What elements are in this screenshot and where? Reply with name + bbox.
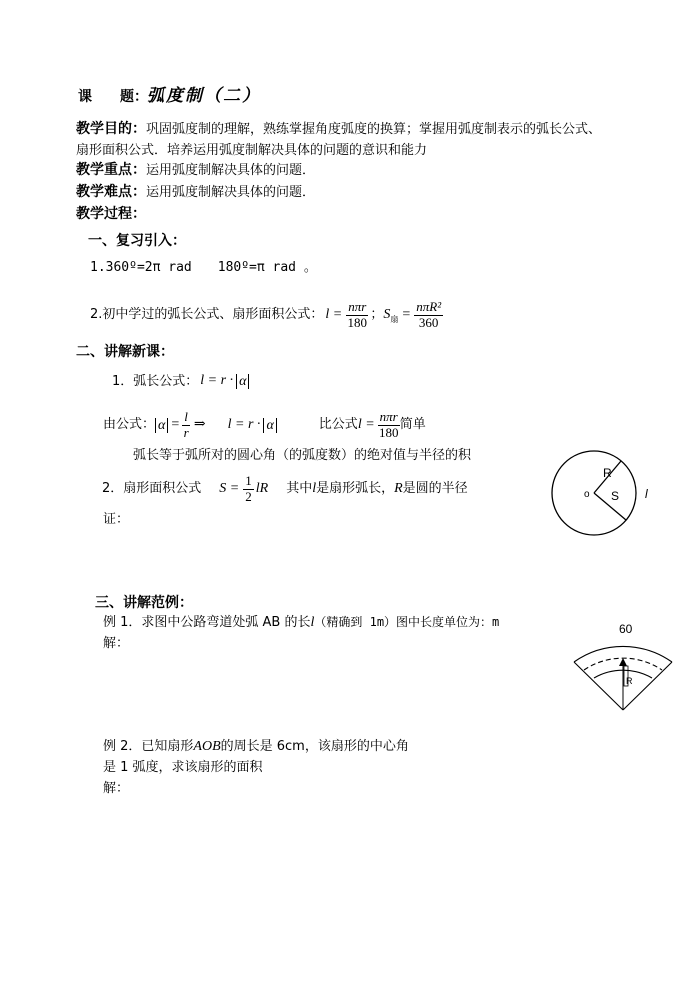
abs-alpha-2: α <box>155 418 168 433</box>
eq-sign: = <box>171 416 180 432</box>
where3: 是圆的半径 <box>402 481 468 497</box>
road-angle-label: 60 <box>619 622 633 636</box>
compare-text: 比公式 <box>318 417 358 433</box>
f2-den: 2 <box>245 488 252 504</box>
difficulty-label: 教学难点： <box>76 184 146 200</box>
s2-heading: 二、讲解新课： <box>76 344 174 360</box>
fig-S: S <box>611 489 620 503</box>
where-R: R <box>394 480 403 496</box>
from-label: 由公式： <box>103 417 156 433</box>
implies-arrow: ⇒ <box>193 416 206 432</box>
s1-item2 <box>90 295 443 335</box>
derivation-line <box>103 406 426 444</box>
where1: 其中 <box>286 481 313 497</box>
ex1-l: l <box>310 615 315 630</box>
road-r-label: R <box>626 676 633 686</box>
compare-fraction <box>378 410 400 441</box>
road-side-right <box>623 662 672 710</box>
ex2-aob: AOB <box>193 739 221 754</box>
simple-text: 简单 <box>399 417 426 433</box>
road-bend-figure <box>566 618 676 718</box>
l-eq: l = <box>325 306 343 322</box>
s1-heading: 一、复习引入： <box>88 233 186 249</box>
ex2-line1 <box>103 739 409 756</box>
difficulty-text: 运用弧度制解决具体的问题． <box>146 185 316 200</box>
s-num: nπR² <box>416 298 442 314</box>
cmp-num: nπr <box>379 408 398 424</box>
objective-text1: 巩固弧度制的理解，熟练掌握角度弧度的换算；掌握用弧度制表示的弧长公式、 <box>146 122 602 137</box>
frac-num: l <box>184 408 188 424</box>
objective-label: 教学目的： <box>76 121 146 137</box>
l-den: 180 <box>347 314 368 330</box>
f2-lhs: S = <box>219 480 240 496</box>
abs-alpha: α <box>236 374 249 389</box>
sep: ； <box>370 307 384 323</box>
s3-heading: 三、讲解范例： <box>95 595 193 611</box>
l-num: nπr <box>348 298 367 314</box>
half-fraction <box>243 474 254 505</box>
proof-label: 证： <box>103 512 130 527</box>
s1-item2-text: 2.初中学过的弧长公式、扇形面积公式： <box>90 307 324 323</box>
f2-num: 1 <box>245 472 252 488</box>
radius-line-2 <box>594 493 626 520</box>
sector-area-fraction <box>414 300 443 331</box>
process-label: 教学过程： <box>76 206 146 222</box>
ex1-solution: 解： <box>103 636 130 651</box>
cmp-den: 180 <box>378 424 399 440</box>
radius-arrow-icon <box>619 658 627 666</box>
cmp-l: l = <box>357 416 375 432</box>
difficulty-line <box>76 184 315 201</box>
f1-line <box>112 373 249 390</box>
where-l: l <box>312 480 317 496</box>
s-den: 360 <box>418 314 439 330</box>
title-label: 课 题： <box>78 89 148 105</box>
focus-line <box>76 162 315 179</box>
f2-label: 2．扇形面积公式 <box>102 481 202 497</box>
objective-line1 <box>76 121 601 138</box>
fig-l: l <box>645 487 648 501</box>
f1-math: l = r · <box>200 373 234 388</box>
abs-alpha-3: α <box>263 418 276 433</box>
where2: 是扇形弧长， <box>316 481 395 497</box>
fig-o: o <box>584 489 590 500</box>
frac-den: r <box>183 424 189 440</box>
s1-item1: 1.360º=2π rad 180º=π rad 。 <box>90 260 317 275</box>
ex2-solution: 解： <box>103 781 130 796</box>
ex1-text-a: 例 1．求图中公路弯道处弧 AB 的长 <box>103 615 311 630</box>
l-over-r <box>182 410 190 441</box>
f2-line <box>102 470 468 508</box>
f1-math2: l = r · <box>227 416 261 432</box>
sector-circle-figure <box>548 446 658 546</box>
page-title: 弧度制（二） <box>147 86 261 106</box>
ex2-text-b: 的周长是 6cm，该扇形的中心角 <box>220 739 409 754</box>
objective-text2: 扇形面积公式．培养运用弧度制解决具体的问题的意识和能力 <box>76 143 428 158</box>
focus-text: 运用弧度制解决具体的问题． <box>146 163 316 178</box>
focus-label: 教学重点： <box>76 162 146 178</box>
arc-length-fraction <box>346 300 368 331</box>
ex2-line2: 是 1 弧度，求该扇形的面积 <box>103 760 263 775</box>
ex2-text-a: 例 2．已知扇形 <box>103 739 194 754</box>
f1-label: 1．弧长公式： <box>112 373 199 389</box>
ex1-line <box>103 615 499 632</box>
road-side-left <box>574 662 623 710</box>
ex1-text-b: （精确到 1m）图中长度单位为：m <box>314 615 500 629</box>
f2-rhs: lR <box>255 480 269 496</box>
s-sym: S <box>383 306 391 322</box>
s-sub: 扇 <box>390 315 399 325</box>
fig-R: R <box>603 466 612 480</box>
s-eq: = <box>402 306 411 322</box>
arc-note: 弧长等于弧所对的圆心角（的弧度数）的绝对值与半径的积 <box>133 448 472 463</box>
